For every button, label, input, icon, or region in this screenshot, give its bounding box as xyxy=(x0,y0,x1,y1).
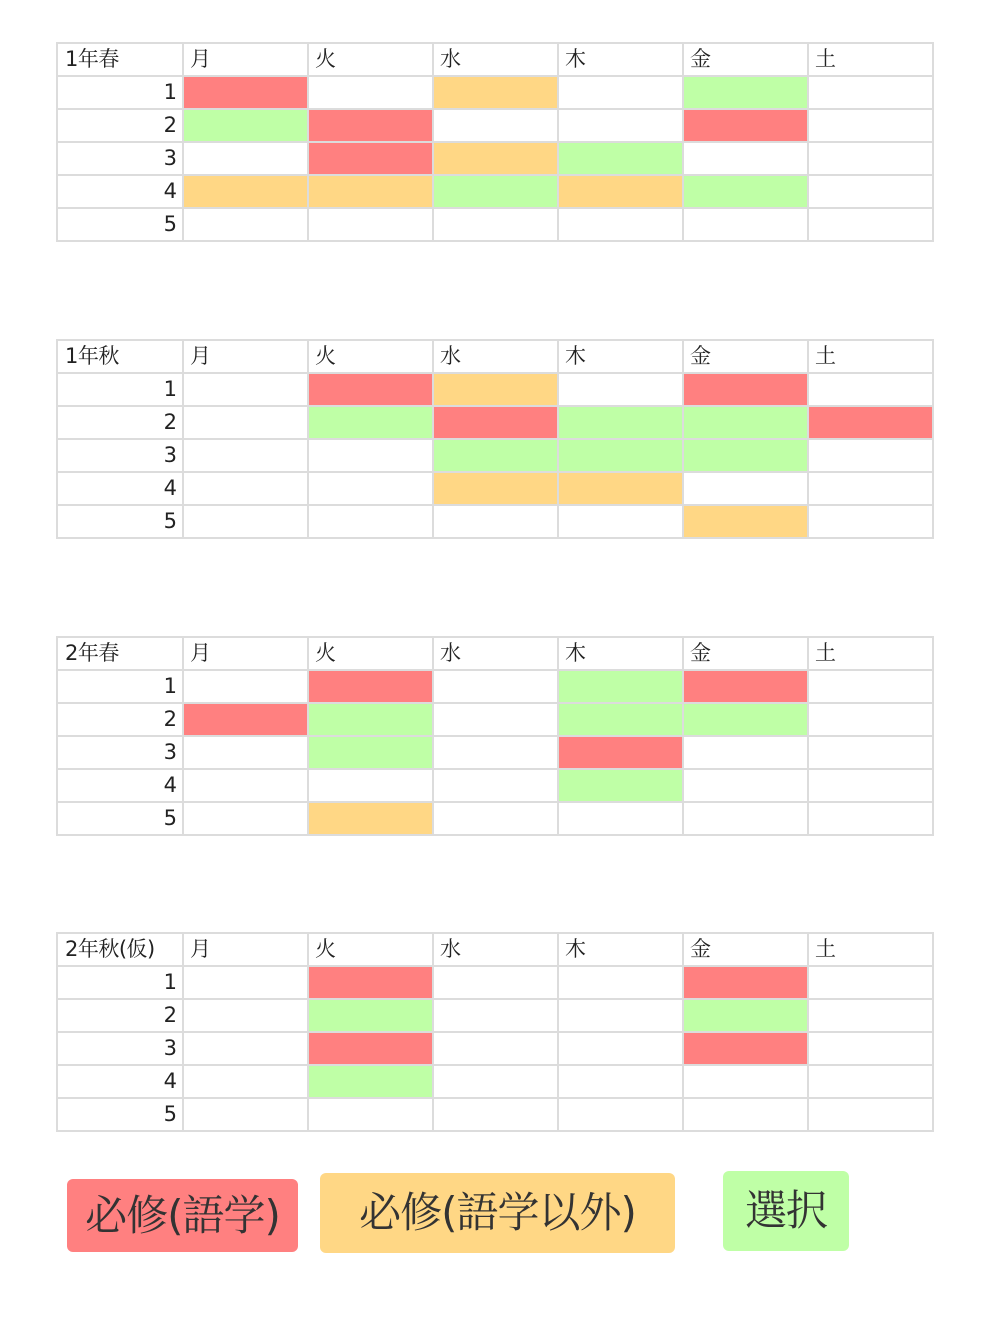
period-label: 5 xyxy=(57,505,183,538)
period-label: 4 xyxy=(57,769,183,802)
day-header-mon: 月 xyxy=(183,637,308,670)
slot-cell[interactable] xyxy=(808,1065,933,1098)
slot-cell[interactable] xyxy=(433,175,558,208)
slot-cell[interactable] xyxy=(433,439,558,472)
slot-cell[interactable] xyxy=(308,472,433,505)
day-header-sat: 土 xyxy=(808,933,933,966)
slot-cell[interactable] xyxy=(308,802,433,835)
slot-cell[interactable] xyxy=(683,1098,808,1131)
slot-cell[interactable] xyxy=(683,175,808,208)
day-header-sat: 土 xyxy=(808,637,933,670)
slot-cell[interactable] xyxy=(808,505,933,538)
period-label: 3 xyxy=(57,1032,183,1065)
slot-cell[interactable] xyxy=(308,76,433,109)
day-header-tue: 火 xyxy=(308,43,433,76)
slot-cell[interactable] xyxy=(808,802,933,835)
slot-cell[interactable] xyxy=(183,670,308,703)
timetable-2nen-haru xyxy=(56,636,933,834)
slot-cell[interactable] xyxy=(308,208,433,241)
slot-cell[interactable] xyxy=(683,670,808,703)
day-header-mon: 月 xyxy=(183,43,308,76)
slot-cell[interactable] xyxy=(433,472,558,505)
slot-cell[interactable] xyxy=(683,208,808,241)
period-label: 4 xyxy=(57,175,183,208)
slot-cell[interactable] xyxy=(558,769,683,802)
period-label: 1 xyxy=(57,670,183,703)
slot-cell[interactable] xyxy=(433,406,558,439)
slot-cell[interactable] xyxy=(558,109,683,142)
slot-cell[interactable] xyxy=(433,802,558,835)
slot-cell[interactable] xyxy=(808,472,933,505)
slot-cell[interactable] xyxy=(808,703,933,736)
period-label: 4 xyxy=(57,1065,183,1098)
slot-cell[interactable] xyxy=(308,999,433,1032)
slot-cell[interactable] xyxy=(433,1032,558,1065)
slot-cell[interactable] xyxy=(558,703,683,736)
period-row xyxy=(57,373,933,406)
slot-cell[interactable] xyxy=(308,966,433,999)
period-row xyxy=(57,736,933,769)
slot-cell[interactable] xyxy=(433,703,558,736)
period-row xyxy=(57,1065,933,1098)
period-row xyxy=(57,76,933,109)
slot-cell[interactable] xyxy=(183,406,308,439)
period-row xyxy=(57,175,933,208)
slot-cell[interactable] xyxy=(683,373,808,406)
period-row xyxy=(57,406,933,439)
slot-cell[interactable] xyxy=(433,76,558,109)
slot-cell[interactable] xyxy=(683,505,808,538)
slot-cell[interactable] xyxy=(808,373,933,406)
slot-cell[interactable] xyxy=(808,1032,933,1065)
slot-cell[interactable] xyxy=(808,966,933,999)
slot-cell[interactable] xyxy=(683,769,808,802)
day-header-wed: 水 xyxy=(433,43,558,76)
period-row xyxy=(57,670,933,703)
period-row xyxy=(57,142,933,175)
day-header-fri: 金 xyxy=(683,340,808,373)
slot-cell[interactable] xyxy=(808,109,933,142)
slot-cell[interactable] xyxy=(183,109,308,142)
timetable-grid xyxy=(56,932,934,1132)
timetable-grid xyxy=(56,636,934,836)
slot-cell[interactable] xyxy=(683,966,808,999)
slot-cell[interactable] xyxy=(183,142,308,175)
period-label: 1 xyxy=(57,966,183,999)
slot-cell[interactable] xyxy=(183,1065,308,1098)
slot-cell[interactable] xyxy=(433,208,558,241)
period-label: 3 xyxy=(57,439,183,472)
slot-cell[interactable] xyxy=(558,1098,683,1131)
term-label: 2年秋(仮) xyxy=(57,933,183,966)
header-row xyxy=(57,340,933,373)
slot-cell[interactable] xyxy=(308,439,433,472)
slot-cell[interactable] xyxy=(308,1032,433,1065)
day-header-fri: 金 xyxy=(683,43,808,76)
period-label: 2 xyxy=(57,703,183,736)
period-row xyxy=(57,472,933,505)
day-header-thu: 木 xyxy=(558,933,683,966)
slot-cell[interactable] xyxy=(558,1065,683,1098)
period-row xyxy=(57,1098,933,1131)
day-header-fri: 金 xyxy=(683,637,808,670)
period-row xyxy=(57,802,933,835)
slot-cell[interactable] xyxy=(683,703,808,736)
period-label: 5 xyxy=(57,802,183,835)
legend-required-non-language: 必修(語学以外) xyxy=(320,1173,675,1253)
period-row xyxy=(57,505,933,538)
period-row xyxy=(57,208,933,241)
slot-cell[interactable] xyxy=(433,373,558,406)
slot-cell[interactable] xyxy=(683,472,808,505)
slot-cell[interactable] xyxy=(433,670,558,703)
slot-cell[interactable] xyxy=(433,109,558,142)
slot-cell[interactable] xyxy=(433,999,558,1032)
day-header-mon: 月 xyxy=(183,340,308,373)
slot-cell[interactable] xyxy=(683,736,808,769)
slot-cell[interactable] xyxy=(433,142,558,175)
day-header-wed: 水 xyxy=(433,340,558,373)
day-header-thu: 木 xyxy=(558,43,683,76)
slot-cell[interactable] xyxy=(808,175,933,208)
slot-cell[interactable] xyxy=(558,373,683,406)
slot-cell[interactable] xyxy=(558,505,683,538)
header-row xyxy=(57,43,933,76)
slot-cell[interactable] xyxy=(558,472,683,505)
slot-cell[interactable] xyxy=(683,1065,808,1098)
slot-cell[interactable] xyxy=(808,142,933,175)
timetable-grid xyxy=(56,42,934,242)
day-header-tue: 火 xyxy=(308,637,433,670)
slot-cell[interactable] xyxy=(183,175,308,208)
slot-cell[interactable] xyxy=(433,1065,558,1098)
slot-cell[interactable] xyxy=(308,175,433,208)
slot-cell[interactable] xyxy=(308,373,433,406)
slot-cell[interactable] xyxy=(808,439,933,472)
slot-cell[interactable] xyxy=(558,999,683,1032)
slot-cell[interactable] xyxy=(558,736,683,769)
slot-cell[interactable] xyxy=(183,703,308,736)
slot-cell[interactable] xyxy=(558,76,683,109)
slot-cell[interactable] xyxy=(308,736,433,769)
slot-cell[interactable] xyxy=(808,769,933,802)
slot-cell[interactable] xyxy=(808,736,933,769)
slot-cell[interactable] xyxy=(808,670,933,703)
slot-cell[interactable] xyxy=(308,769,433,802)
legend xyxy=(0,1168,993,1258)
period-label: 2 xyxy=(57,109,183,142)
slot-cell[interactable] xyxy=(433,769,558,802)
slot-cell[interactable] xyxy=(183,439,308,472)
period-label: 5 xyxy=(57,208,183,241)
slot-cell[interactable] xyxy=(308,406,433,439)
period-label: 4 xyxy=(57,472,183,505)
slot-cell[interactable] xyxy=(558,802,683,835)
slot-cell[interactable] xyxy=(808,999,933,1032)
slot-cell[interactable] xyxy=(183,1032,308,1065)
day-header-wed: 水 xyxy=(433,933,558,966)
period-label: 3 xyxy=(57,736,183,769)
period-label: 2 xyxy=(57,406,183,439)
slot-cell[interactable] xyxy=(183,208,308,241)
slot-cell[interactable] xyxy=(183,373,308,406)
timetable-grid xyxy=(56,339,934,539)
day-header-wed: 水 xyxy=(433,637,558,670)
day-header-thu: 木 xyxy=(558,340,683,373)
term-label: 1年春 xyxy=(57,43,183,76)
slot-cell[interactable] xyxy=(683,999,808,1032)
slot-cell[interactable] xyxy=(558,670,683,703)
slot-cell[interactable] xyxy=(808,76,933,109)
slot-cell[interactable] xyxy=(183,505,308,538)
slot-cell[interactable] xyxy=(558,142,683,175)
slot-cell[interactable] xyxy=(558,439,683,472)
day-header-mon: 月 xyxy=(183,933,308,966)
slot-cell[interactable] xyxy=(558,175,683,208)
slot-cell[interactable] xyxy=(308,109,433,142)
period-row xyxy=(57,703,933,736)
timetable-2nen-aki xyxy=(56,932,933,1130)
period-row xyxy=(57,109,933,142)
period-row xyxy=(57,769,933,802)
slot-cell[interactable] xyxy=(308,1098,433,1131)
header-row xyxy=(57,933,933,966)
slot-cell[interactable] xyxy=(183,1098,308,1131)
period-label: 3 xyxy=(57,142,183,175)
slot-cell[interactable] xyxy=(808,406,933,439)
slot-cell[interactable] xyxy=(183,769,308,802)
slot-cell[interactable] xyxy=(558,208,683,241)
period-row xyxy=(57,966,933,999)
slot-cell[interactable] xyxy=(183,472,308,505)
slot-cell[interactable] xyxy=(683,1032,808,1065)
timetable-1nen-haru xyxy=(56,42,933,240)
slot-cell[interactable] xyxy=(308,505,433,538)
day-header-sat: 土 xyxy=(808,340,933,373)
timetable-1nen-aki xyxy=(56,339,933,537)
term-label: 1年秋 xyxy=(57,340,183,373)
legend-required-language: 必修(語学) xyxy=(67,1179,298,1252)
slot-cell[interactable] xyxy=(558,406,683,439)
slot-cell[interactable] xyxy=(433,736,558,769)
day-header-tue: 火 xyxy=(308,340,433,373)
day-header-tue: 火 xyxy=(308,933,433,966)
slot-cell[interactable] xyxy=(183,999,308,1032)
period-label: 5 xyxy=(57,1098,183,1131)
slot-cell[interactable] xyxy=(808,208,933,241)
day-header-thu: 木 xyxy=(558,637,683,670)
slot-cell[interactable] xyxy=(308,142,433,175)
slot-cell[interactable] xyxy=(183,966,308,999)
period-label: 1 xyxy=(57,76,183,109)
slot-cell[interactable] xyxy=(183,736,308,769)
period-row xyxy=(57,999,933,1032)
slot-cell[interactable] xyxy=(683,142,808,175)
period-row xyxy=(57,439,933,472)
term-label: 2年春 xyxy=(57,637,183,670)
slot-cell[interactable] xyxy=(183,76,308,109)
period-row xyxy=(57,1032,933,1065)
slot-cell[interactable] xyxy=(308,703,433,736)
slot-cell[interactable] xyxy=(558,966,683,999)
legend-elective: 選択 xyxy=(723,1171,849,1251)
slot-cell[interactable] xyxy=(558,1032,683,1065)
header-row xyxy=(57,637,933,670)
slot-cell[interactable] xyxy=(683,109,808,142)
slot-cell[interactable] xyxy=(183,802,308,835)
day-header-sat: 土 xyxy=(808,43,933,76)
slot-cell[interactable] xyxy=(683,406,808,439)
slot-cell[interactable] xyxy=(433,966,558,999)
slot-cell[interactable] xyxy=(308,1065,433,1098)
slot-cell[interactable] xyxy=(433,1098,558,1131)
period-label: 1 xyxy=(57,373,183,406)
slot-cell[interactable] xyxy=(683,802,808,835)
slot-cell[interactable] xyxy=(308,670,433,703)
slot-cell[interactable] xyxy=(433,505,558,538)
slot-cell[interactable] xyxy=(808,1098,933,1131)
day-header-fri: 金 xyxy=(683,933,808,966)
slot-cell[interactable] xyxy=(683,76,808,109)
slot-cell[interactable] xyxy=(683,439,808,472)
period-label: 2 xyxy=(57,999,183,1032)
